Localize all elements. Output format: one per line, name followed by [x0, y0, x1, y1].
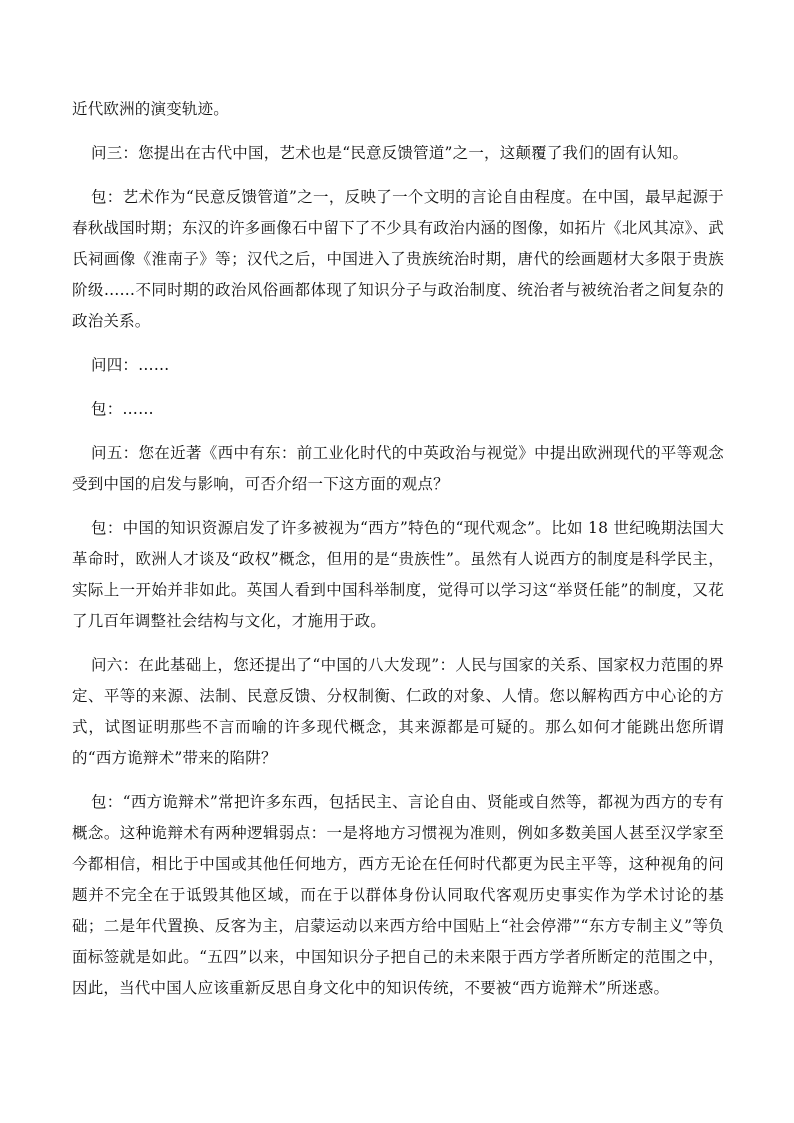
answer-three: 包：艺术作为“民意反馈管道”之一，反映了一个文明的言论自由程度。在中国，最早起源于春秋战国时期；东汉的许多画像石中留下了不少具有政治内涵的图像，如拓片《北风其凉》、武氏祠画像《淮南子》等；汉代之后，中国进入了贵族统治时期，唐代的绘画题材大多限于贵族阶级……不同时期的政治风俗画都体现了知识分子与政治制度、统治者与被统治者之间复杂的政治关系。	[72, 188, 724, 330]
question-four: 问四：……	[91, 356, 170, 374]
answer-six: 包：“西方诡辩术”常把许多东西，包括民主、言论自由、贤能或自然等，都视为西方的专有概念。这种诡辩术有两种逻辑弱点：一是将地方习惯视为准则，例如多数美国人甚至汉学家至今都相信，相比于中国或其他任何地方，西方无论在任何时代都更为民主平等，这种视角的问题并不完全在于诋毁其他区域，而在于以群体身份认同取代客观历史事实作为学术讨论的基础；二是年代置换、反客为主，启蒙运动以来西方给中国贴上“社会停滞”“东方专制主义”等负面标签就是如此。“五四”以来，中国知识分子把自己的未来限于西方学者所断定的范围之中，因此，当代中国人应该重新反思自身文化中的知识传统，不要被“西方诡辩术”所迷惑。	[72, 793, 724, 997]
document-body	[72, 94, 724, 1004]
question-five: 问五：您在近著《西中有东：前工业化时代的中英政治与视觉》中提出欧洲现代的平等观念受到中国的启发与影响，可否介绍一下这方面的观点？	[72, 444, 724, 493]
question-three: 问三：您提出在古代中国，艺术也是“民意反馈管道”之一，这颠覆了我们的固有认知。	[91, 144, 689, 162]
paragraph-continuation: 近代欧洲的演变轨迹。	[72, 100, 230, 118]
question-six: 问六：在此基础上，您还提出了“中国的八大发现”：人民与国家的关系、国家权力范围的界定、平等的来源、法制、民意反馈、分权制衡、仁政的对象、人情。您以解构西方中心论的方式，试图证明那些不言而喻的许多现代概念，其来源都是可疑的。那么如何才能跳出您所谓的“西方诡辩术”带来的陷阱？	[72, 656, 724, 767]
answer-five: 包：中国的知识资源启发了许多被视为“西方”特色的“现代观念”。比如 18 世纪晚期法国大革命时，欧洲人才谈及“政权”概念，但用的是“贵族性”。虽然有人说西方的制度是科学民主，实际上一开始并非如此。英国人看到中国科举制度，觉得可以学习这“举贤任能”的制度，又花了几百年调整社会结构与文化，才施用于政。	[72, 519, 724, 630]
answer-four: 包：……	[91, 400, 154, 418]
